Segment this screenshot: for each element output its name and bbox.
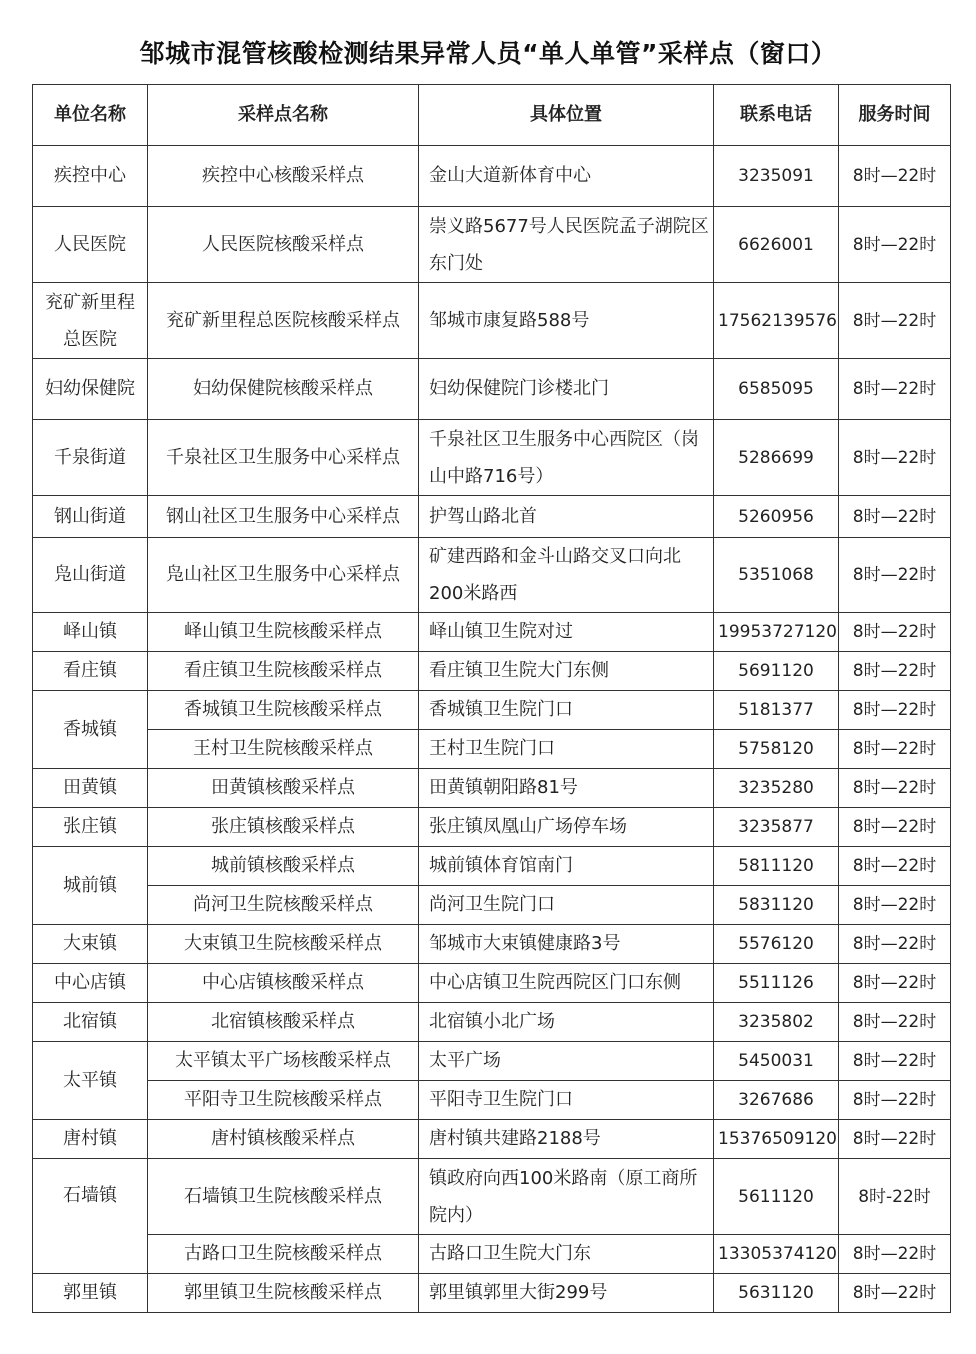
- time-cell: 8时—22时: [839, 1120, 951, 1159]
- unit-cell: 凫山街道: [33, 538, 148, 613]
- address-cell: 崇义路5677号人民医院孟子湖院区东门处: [419, 207, 714, 283]
- address-cell: 金山大道新体育中心: [419, 146, 714, 207]
- time-cell: 8时—22时: [839, 886, 951, 925]
- time-cell: 8时—22时: [839, 730, 951, 769]
- time-cell: 8时—22时: [839, 283, 951, 359]
- header-time: 服务时间: [839, 85, 951, 146]
- header-address: 具体位置: [419, 85, 714, 146]
- site-cell: 妇幼保健院核酸采样点: [148, 359, 419, 420]
- phone-cell: 5831120: [714, 886, 839, 925]
- table-row: [33, 964, 951, 1003]
- time-cell: 8时—22时: [839, 1274, 951, 1313]
- site-cell: 尚河卫生院核酸采样点: [148, 886, 419, 925]
- phone-cell: 5511126: [714, 964, 839, 1003]
- time-cell: 8时—22时: [839, 1003, 951, 1042]
- site-cell: 看庄镇卫生院核酸采样点: [148, 652, 419, 691]
- site-cell: 千泉社区卫生服务中心采样点: [148, 420, 419, 496]
- site-cell: 太平镇太平广场核酸采样点: [148, 1042, 419, 1081]
- table-row: [33, 652, 951, 691]
- address-cell: 田黄镇朝阳路81号: [419, 769, 714, 808]
- address-cell: 峄山镇卫生院对过: [419, 613, 714, 652]
- phone-cell: 3235091: [714, 146, 839, 207]
- address-cell: 中心店镇卫生院西院区门口东侧: [419, 964, 714, 1003]
- site-cell: 张庄镇核酸采样点: [148, 808, 419, 847]
- unit-cell: 北宿镇: [33, 1003, 148, 1042]
- table-row: [33, 769, 951, 808]
- table-row: [33, 1274, 951, 1313]
- address-cell: 看庄镇卫生院大门东侧: [419, 652, 714, 691]
- site-cell: 郭里镇卫生院核酸采样点: [148, 1274, 419, 1313]
- phone-cell: 6585095: [714, 359, 839, 420]
- unit-cell: 城前镇: [33, 847, 148, 925]
- sampling-site-table: [32, 84, 951, 1313]
- phone-cell: 5811120: [714, 847, 839, 886]
- table-row: [33, 1120, 951, 1159]
- time-cell: 8时—22时: [839, 652, 951, 691]
- address-cell: 妇幼保健院门诊楼北门: [419, 359, 714, 420]
- time-cell: 8时—22时: [839, 691, 951, 730]
- table-row: [33, 730, 951, 769]
- site-cell: 北宿镇核酸采样点: [148, 1003, 419, 1042]
- address-cell: 郭里镇郭里大街299号: [419, 1274, 714, 1313]
- phone-cell: 5351068: [714, 538, 839, 613]
- site-cell: 凫山社区卫生服务中心采样点: [148, 538, 419, 613]
- unit-cell: 妇幼保健院: [33, 359, 148, 420]
- phone-cell: 5286699: [714, 420, 839, 496]
- unit-cell: 郭里镇: [33, 1274, 148, 1313]
- unit-cell: 香城镇: [33, 691, 148, 769]
- table-row: [33, 207, 951, 283]
- unit-cell: 中心店镇: [33, 964, 148, 1003]
- page-title: 邹城市混管核酸检测结果异常人员“单人单管”采样点（窗口）: [139, 39, 837, 68]
- address-cell: 镇政府向西100米路南（原工商所院内）: [419, 1159, 714, 1235]
- address-cell: 尚河卫生院门口: [419, 886, 714, 925]
- phone-cell: 5631120: [714, 1274, 839, 1313]
- time-cell: 8时—22时: [839, 613, 951, 652]
- phone-cell: 5611120: [714, 1159, 839, 1235]
- address-cell: 王村卫生院门口: [419, 730, 714, 769]
- unit-cell: 看庄镇: [33, 652, 148, 691]
- phone-cell: 5758120: [714, 730, 839, 769]
- phone-cell: 5450031: [714, 1042, 839, 1081]
- unit-cell: 峄山镇: [33, 613, 148, 652]
- table-row: [33, 925, 951, 964]
- table-row: [33, 283, 951, 359]
- time-cell: 8时—22时: [839, 847, 951, 886]
- site-cell: 田黄镇核酸采样点: [148, 769, 419, 808]
- phone-cell: 3235877: [714, 808, 839, 847]
- header-phone: 联系电话: [714, 85, 839, 146]
- time-cell: 8时—22时: [839, 146, 951, 207]
- address-cell: 矿建西路和金斗山路交叉口向北200米路西: [419, 538, 714, 613]
- address-cell: 千泉社区卫生服务中心西院区（岗山中路716号）: [419, 420, 714, 496]
- time-cell: 8时—22时: [839, 1042, 951, 1081]
- time-cell: 8时—22时: [839, 496, 951, 538]
- table-row: [33, 847, 951, 886]
- time-cell: 8时—22时: [839, 420, 951, 496]
- phone-cell: 5576120: [714, 925, 839, 964]
- site-cell: 大束镇卫生院核酸采样点: [148, 925, 419, 964]
- site-cell: 城前镇核酸采样点: [148, 847, 419, 886]
- time-cell: 8时—22时: [839, 1081, 951, 1120]
- address-cell: 香城镇卫生院门口: [419, 691, 714, 730]
- site-cell: 古路口卫生院核酸采样点: [148, 1235, 419, 1274]
- site-cell: 王村卫生院核酸采样点: [148, 730, 419, 769]
- phone-cell: 5260956: [714, 496, 839, 538]
- time-cell: 8时—22时: [839, 808, 951, 847]
- table-row: [33, 359, 951, 420]
- table-row: [33, 1003, 951, 1042]
- unit-cell: 太平镇: [33, 1042, 148, 1120]
- site-cell: 中心店镇核酸采样点: [148, 964, 419, 1003]
- address-cell: 太平广场: [419, 1042, 714, 1081]
- phone-cell: 5691120: [714, 652, 839, 691]
- phone-cell: 3235280: [714, 769, 839, 808]
- site-cell: 唐村镇核酸采样点: [148, 1120, 419, 1159]
- site-cell: 峄山镇卫生院核酸采样点: [148, 613, 419, 652]
- unit-cell: 张庄镇: [33, 808, 148, 847]
- time-cell: 8时-22时: [839, 1159, 951, 1235]
- site-cell: 人民医院核酸采样点: [148, 207, 419, 283]
- time-cell: 8时—22时: [839, 207, 951, 283]
- phone-cell: 15376509120: [714, 1120, 839, 1159]
- table-row: [33, 146, 951, 207]
- phone-cell: 13305374120: [714, 1235, 839, 1274]
- table-row: [33, 1159, 951, 1235]
- site-cell: 平阳寺卫生院核酸采样点: [148, 1081, 419, 1120]
- phone-cell: 6626001: [714, 207, 839, 283]
- unit-cell: 大束镇: [33, 925, 148, 964]
- table-row: [33, 691, 951, 730]
- site-cell: 石墙镇卫生院核酸采样点: [148, 1159, 419, 1235]
- table-row: [33, 1042, 951, 1081]
- header-unit: 单位名称: [33, 85, 148, 146]
- site-cell: 兖矿新里程总医院核酸采样点: [148, 283, 419, 359]
- address-cell: 古路口卫生院大门东: [419, 1235, 714, 1274]
- site-cell: 钢山社区卫生服务中心采样点: [148, 496, 419, 538]
- address-cell: 张庄镇凤凰山广场停车场: [419, 808, 714, 847]
- time-cell: 8时—22时: [839, 359, 951, 420]
- site-cell: 香城镇卫生院核酸采样点: [148, 691, 419, 730]
- table-row: [33, 496, 951, 538]
- table-row: [33, 613, 951, 652]
- time-cell: 8时—22时: [839, 769, 951, 808]
- phone-cell: 5181377: [714, 691, 839, 730]
- table-row: [33, 420, 951, 496]
- phone-cell: 3235802: [714, 1003, 839, 1042]
- unit-cell: 疾控中心: [33, 146, 148, 207]
- address-cell: 平阳寺卫生院门口: [419, 1081, 714, 1120]
- table-row: [33, 1081, 951, 1120]
- phone-cell: 17562139576: [714, 283, 839, 359]
- phone-cell: 3267686: [714, 1081, 839, 1120]
- unit-cell: 钢山街道: [33, 496, 148, 538]
- address-cell: 北宿镇小北广场: [419, 1003, 714, 1042]
- address-cell: 护驾山路北首: [419, 496, 714, 538]
- table-row: [33, 886, 951, 925]
- table-row: [33, 808, 951, 847]
- unit-cell: 唐村镇: [33, 1120, 148, 1159]
- time-cell: 8时—22时: [839, 538, 951, 613]
- unit-cell: 人民医院: [33, 207, 148, 283]
- address-cell: 唐村镇共建路2188号: [419, 1120, 714, 1159]
- phone-cell: 19953727120: [714, 613, 839, 652]
- unit-cell: 田黄镇: [33, 769, 148, 808]
- address-cell: 邹城市康复路588号: [419, 283, 714, 359]
- time-cell: 8时—22时: [839, 964, 951, 1003]
- site-cell: 疾控中心核酸采样点: [148, 146, 419, 207]
- address-cell: 邹城市大束镇健康路3号: [419, 925, 714, 964]
- table-row: [33, 538, 951, 613]
- time-cell: 8时—22时: [839, 925, 951, 964]
- unit-cell: 千泉街道: [33, 420, 148, 496]
- time-cell: 8时—22时: [839, 1235, 951, 1274]
- unit-cell: 兖矿新里程总医院: [33, 283, 148, 359]
- address-cell: 城前镇体育馆南门: [419, 847, 714, 886]
- table-row: [33, 1235, 951, 1274]
- header-site: 采样点名称: [148, 85, 419, 146]
- unit-cell: 石墙镇: [33, 1159, 148, 1274]
- table-header-row: [33, 85, 951, 146]
